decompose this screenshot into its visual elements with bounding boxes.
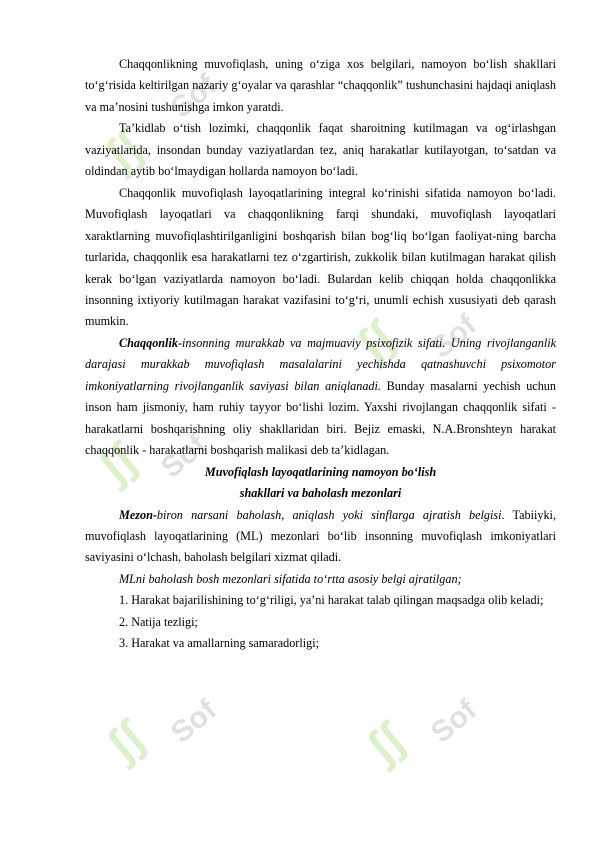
- section-heading-line2: shakllari va baholash mezonlari: [239, 486, 402, 501]
- paragraph-definition: [85, 333, 556, 462]
- paragraph-continuation: . Tabiiyki, muvofiqlash layoqatlarining (ML) mezonlari bo‘lib insonning muvofiqlash imkoniyatlari saviyasini o‘lchash, baholash belgilari xizmat qiladi.: [85, 507, 556, 565]
- watermark-logo: ʃʃ: [356, 713, 414, 773]
- list-item: 3. Harakat va amallarning samaradorligi;: [119, 636, 319, 651]
- watermark-label: Sof: [164, 693, 223, 750]
- watermark-label: Sof: [424, 308, 483, 365]
- list-item: 2. Natija tezligi;: [119, 614, 198, 629]
- watermark-logo: ʃʃ: [94, 121, 152, 181]
- watermark-logo: ʃʃ: [96, 711, 154, 771]
- document-body: [85, 54, 556, 655]
- paragraph-mezon: [85, 505, 556, 569]
- watermark-logo: ʃʃ: [346, 311, 404, 371]
- list-item: 1. Harakat bajarilishining to‘g‘riligi, ya’ni harakat talab qilingan maqsadga olib keladi;: [119, 593, 544, 608]
- watermark-label: Sof: [424, 693, 483, 750]
- paragraph-criteria-intro: MLni baholash bosh mezonlari sifatida to‘rtta asosiy belgi ajratilgan;: [119, 571, 462, 586]
- term-chaqqonlik: Chaqqonlik: [119, 335, 178, 350]
- definition-text: -insonning murakkab va majmuaviy psixofizik sifati. Uning rivojlanganlik darajasi murakkab muvofiqlash masalalarini yechishda qatnashuvchi psixomotor imkoniyatlarning rivojlanganlik saviyasi bilan aniqlanadi.: [85, 335, 556, 393]
- watermark-label: Sof: [154, 428, 213, 485]
- paragraph-intro: Chaqqonlikning muvofiqlash, uning o‘ziga xos belgilari, namoyon bo‘lish shakllari to‘g‘risida keltirilgan nazariy g‘oyalar va qarashlar “chaqqonlik” tushunchasini hajdaqi aniqlash va ma’nosini tushunishga imkon yaratdi.: [85, 57, 556, 114]
- paragraph-continuation: Bunday masalarni yechish uchun inson ham jismoniy, ham ruhiy tayyor bo‘lishi lozim. Yaxshi rivojlangan chaqqonlik sifati - harakatlarni boshqarishning oliy shakllaridan biri. Bejiz emaski, N.A.Bronshteyn harakat chaqqonlik - harakatlarni boshqarish malikasi deb ta’kidlagan.: [85, 378, 556, 458]
- definition-text: biron narsani baholash, aniqlash yoki sinflarga ajratish belgisi: [156, 507, 502, 522]
- section-heading-line1: Muvofiqlash layoqatlarining namoyon bo‘lish: [204, 464, 437, 479]
- paragraph-integral: Chaqqonlik muvofiqlash layoqatlarining integral ko‘rinishi sifatida namoyon bo‘ladi. Muvofiqlash layoqatlari va chaqqonlikning farqi shundaki, muvofiqlash layoqatlari xaraktlarning muvofiqlashtirilganligini boshqarish bilan bog‘liq bo‘lgan faoliyat-ning barcha turlarida, chaqqonlik esa harakatlarni tez o‘zgartirish, zukkolik bilan kutilmagan harakat qilish kerak bo‘lgan vaziyatlarda namoyon bo‘ladi. Bulardan kelib chiqqan holda chaqqonlikka insonning ixtiyoriy kutilmagan harakat vazifasini to‘g‘ri, unumli echish xususiyati deb qarash mumkin.: [85, 185, 556, 329]
- watermark-label: Sof: [164, 68, 223, 125]
- paragraph-emphasis: Ta’kidlab o‘tish lozimki, chaqqonlik faqat sharoitning kutilmagan va og‘irlashgan vaziyatlarida, insondan bunday vaziyatlardan tez, aniq harakatlar kutilayotgan, to‘satdan va oldindan aytib bo‘lmaydigan hollarda namoyon bo‘ladi.: [85, 121, 556, 179]
- watermark-logo: ʃʃ: [88, 433, 146, 493]
- term-mezon: Mezon-: [119, 507, 157, 522]
